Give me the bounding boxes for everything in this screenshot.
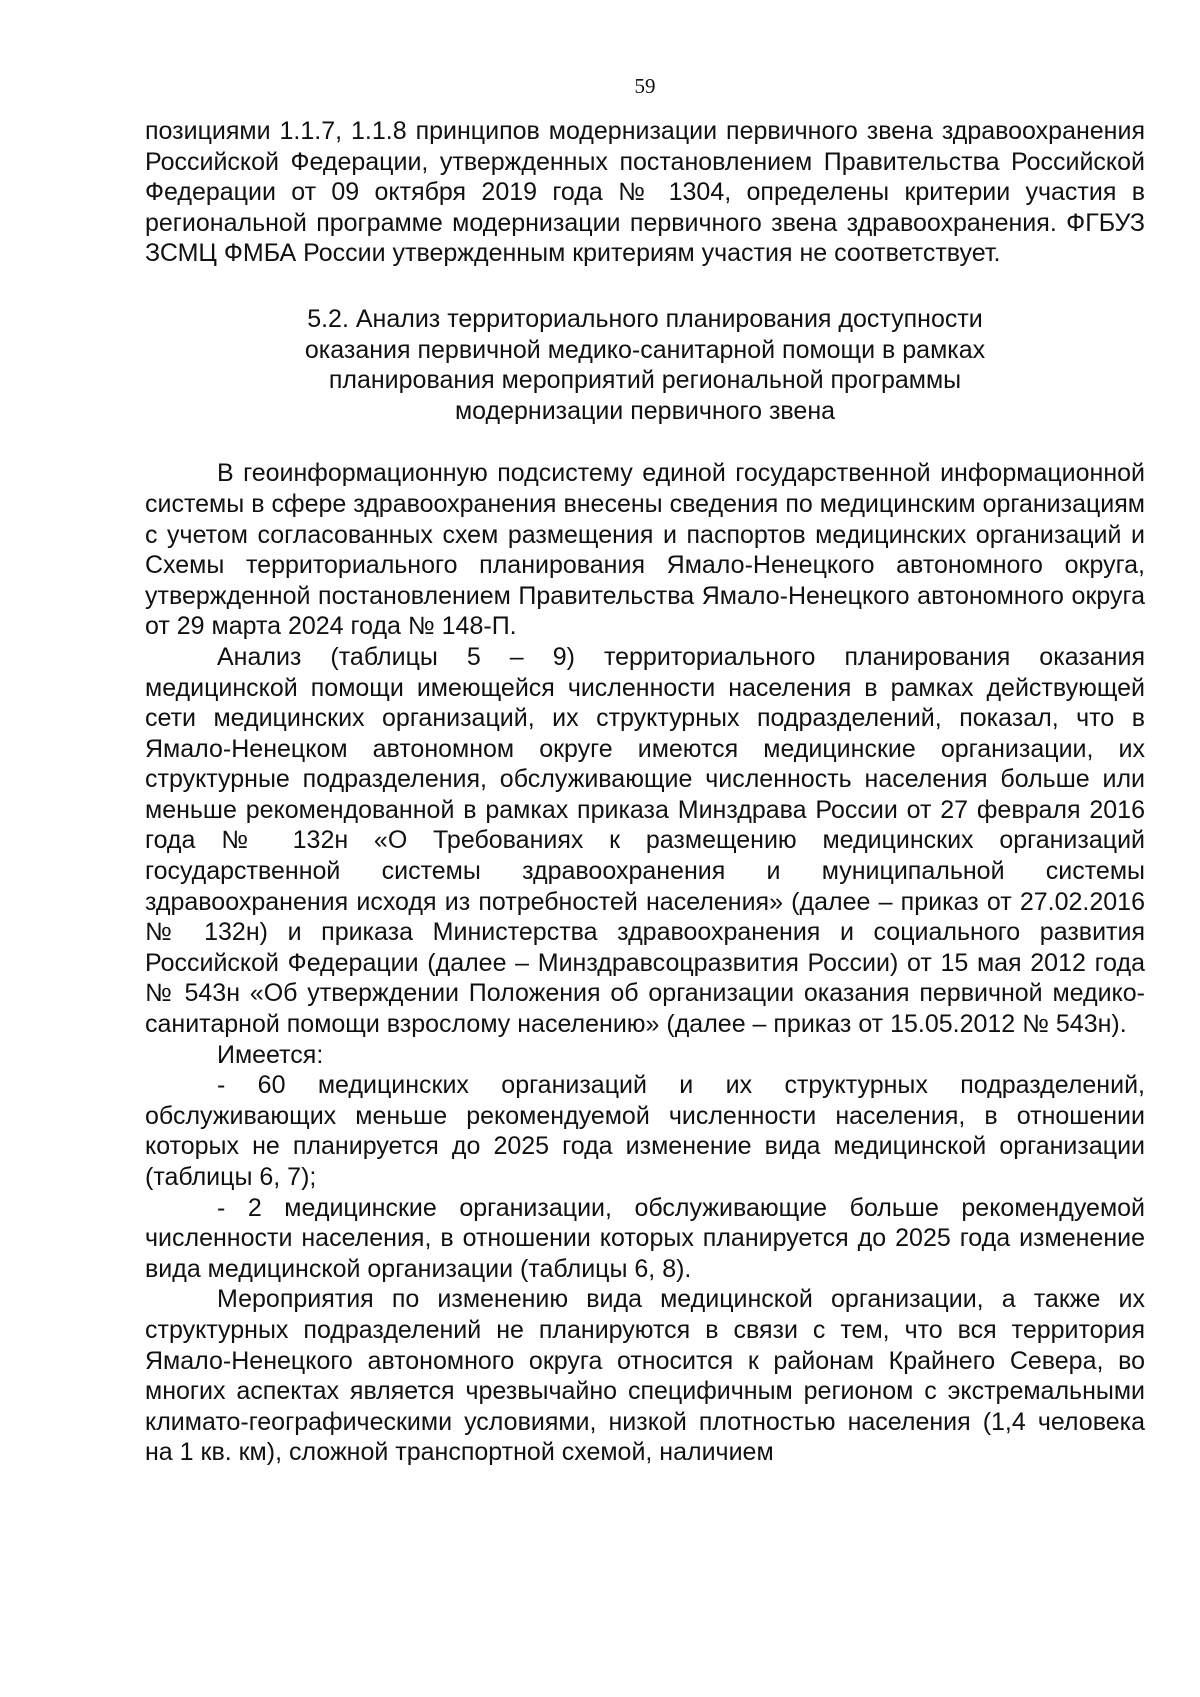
paragraph-available: Имеется:: [217, 1040, 324, 1069]
page-number: 59: [634, 74, 656, 98]
paragraph-measures: Мероприятия по изменению вида медицинской организации, а также их структурных подразделений не планируются в связи с тем, что вся территория Ямало-Ненецкого автономного округа относится к районам Крайнего Севера, во многих аспектах является чрезвычайно специфичным регионом с экстремальными климато-географическими условиями, низкой плотностью населения (1,4 человека на 1 кв. км), сложной транспортной схемой, наличием: [145, 1285, 1145, 1467]
section-heading: [265, 304, 1025, 426]
document-body: [145, 116, 1145, 1468]
intro-paragraph: позициями 1.1.7, 1.1.8 принципов модернизации первичного звена здравоохранения Российской Федерации, утвержденных постановлением Правительства Российской Федерации от 09 октября 2019 года № 1304, определены критерии участия в региональной программе модернизации первичного звена здравоохранения. ФГБУЗ ЗСМЦ ФМБА России утвержденным критериям участия не соответствует.: [145, 117, 1145, 268]
section-heading-line: 5.2. Анализ территориального планирования доступности: [307, 304, 983, 333]
paragraph-analysis: Анализ (таблицы 5 – 9) территориального планирования оказания медицинской помощи имеющейся численности населения в рамках действующей сети медицинских организаций, их структурных подразделений, показал, что в Ямало-Ненецком автономном округе имеются медицинские организации, их структурные подразделения, обслуживающие численность населения больше или меньше рекомендованной в рамках приказа Минздрава России от 27 февраля 2016 года № 132н «О Требованиях к размещению медицинских организаций государственной системы здравоохранения и муниципальной системы здравоохранения исходя из потребностей населения» (далее – приказ от 27.02.2016 № 132н) и приказа Министерства здравоохранения и социального развития Российской Федерации (далее – Минздравсоцразвития России) от 15 мая 2012 года № 543н «Об утверждении Положения об организации оказания первичной медико-санитарной помощи взрослому населению» (далее – приказ от 15.05.2012 № 543н).: [145, 642, 1145, 1039]
section-heading-line: модернизации первичного звена: [454, 396, 836, 425]
list-item-less-population: - 60 медицинских организаций и их структурных подразделений, обслуживающих меньше рекомендуемой численности населения, в отношении которых не планируется до 2025 года изменение вида медицинской организации (таблицы 6, 7);: [145, 1071, 1145, 1191]
list-item-more-population: - 2 медицинские организации, обслуживающие больше рекомендуемой численности населения, в отношении которых планируется до 2025 года изменение вида медицинской организации (таблицы 6, 8).: [145, 1193, 1145, 1283]
section-heading-line: планирования мероприятий региональной программы: [328, 366, 962, 395]
section-heading-line: оказания первичной медико-санитарной помощи в рамках: [304, 335, 986, 364]
paragraph-geoinformation: В геоинформационную подсистему единой государственной информационной системы в сфере здравоохранения внесены сведения по медицинским организациям с учетом согласованных схем размещения и паспортов медицинских организаций и Схемы территориального планирования Ямало-Ненецкого автономного округа, утвержденной постановлением Правительства Ямало-Ненецкого автономного округа от 29 марта 2024 года № 148-П.: [145, 459, 1145, 641]
